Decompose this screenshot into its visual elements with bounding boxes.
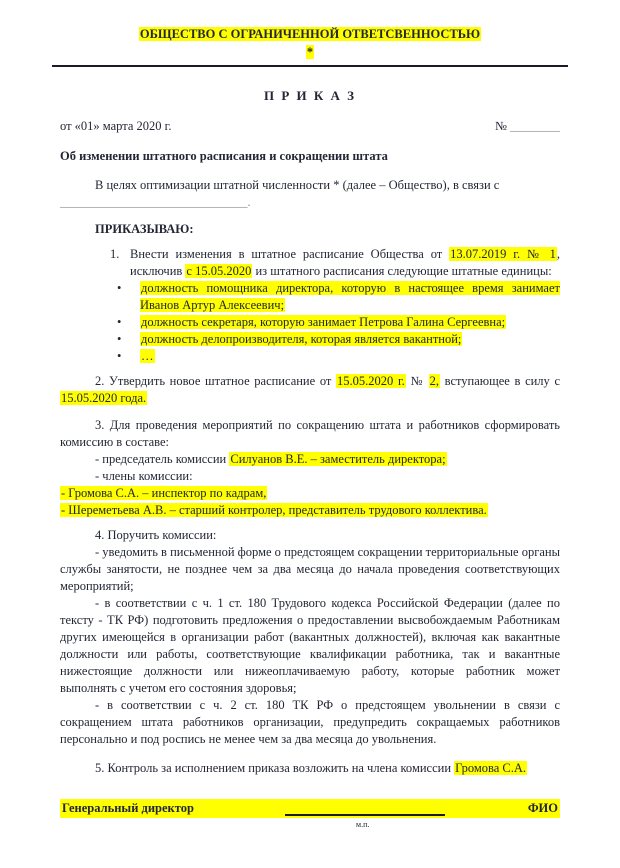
resolve-word: ПРИКАЗЫВАЮ: [95, 222, 194, 236]
order-item-2: 2. Утвердить новое штатное расписание от 15.05.2020 г. № 2, вступающее в силу с 15.05.2020 года. [61, 374, 561, 405]
company-placeholder-line [60, 44, 560, 61]
date-line: от «01» марта 2020 г. [60, 119, 172, 133]
bullet-item-2: • должность секретаря, которую занимает Петрова Галина Сергеевна; [60, 314, 560, 331]
commission-member-2: - Шереметьева А.В. – старший контролер, представитель трудового коллектива. [61, 503, 487, 517]
bullet-item-1: • должность помощника директора, которую в настоящее время занимает Иванов Артур Алексеевич; [60, 280, 560, 314]
item-1-text: Внести изменения в штатное расписание Общества от 13.07.2019 г. № 1, исключив с 15.05.2020 из штатного расписания следующие штатные единицы: [130, 247, 560, 278]
company-name: ОБЩЕСТВО С ОГРАНИЧЕННОЙ ОТВЕТСВЕННОСТЬЮ [139, 27, 481, 41]
company-placeholder-asterisk: * [306, 45, 314, 59]
signature-position-label: Генеральный директор [62, 801, 194, 815]
company-header-line [60, 26, 560, 43]
item-4-sub-2: - в соответствии с ч. 1 ст. 180 Трудового кодекса Российской Федерации (далее по тексту - ТК РФ) подготовить предложения о предоставлении высвобождаемым Работникам других имеющейся в организации работ (вакантных должностей), включая как вакантные должности или работы, соответствующие квалификации работника, так и вакантные нижестоящие должности или нижеоплачиваемую работу, которые работник может выполнять с учетом его состояния здоровья; [60, 596, 560, 695]
intro-blank-line [60, 194, 560, 211]
signature-row [60, 799, 560, 818]
bullet-item-3: • должность делопроизводителя, которая является вакантной; [60, 331, 560, 348]
signature-name-label: ФИО [527, 801, 558, 815]
intro-blank: ______________________________. [60, 195, 251, 209]
subject-line: Об изменении штатного расписания и сокращении штата [60, 149, 388, 163]
header-divider [52, 65, 568, 67]
intro-paragraph: В целях оптимизации штатной численности * (далее – Общество), в связи с [95, 178, 500, 192]
number-label: № [494, 119, 507, 133]
order-item-1 [60, 246, 560, 280]
order-item-3: 3. Для проведения мероприятий по сокращению штата и работников сформировать комиссию в составе: [60, 418, 560, 449]
commission-chair-line: - председатель комиссии Силуанов В.Е. – заместитель директора; [95, 452, 446, 466]
item-4-sub-3: - в соответствии с ч. 2 ст. 180 ТК РФ о предстоящем увольнении в связи с сокращением штата работников организации, предупредить сокращаемых работников персонально и под роспись не менее чем за два месяца до увольнения. [60, 698, 560, 746]
commission-members-label: - члены комиссии: [95, 469, 193, 483]
seal-place-label: м.п. [356, 820, 370, 829]
item-1-marker: 1. [110, 247, 120, 261]
signature-line [285, 814, 445, 816]
order-item-4: 4. Поручить комиссии: [95, 528, 217, 542]
commission-member-1: - Громова С.А. – инспектор по кадрам, [61, 486, 267, 500]
number-blank: ________ [510, 119, 560, 133]
order-item-5: 5. Контроль за исполнением приказа возложить на члена комиссии Громова С.А. [95, 761, 527, 775]
item-4-sub-1: - уведомить в письменной форме о предстоящем сокращении территориальные органы службы занятости, не позднее чем за два месяца до начала проведения соответствующих мероприятий; [60, 545, 560, 593]
number-field [495, 118, 560, 135]
bullet-item-4: • … [60, 348, 560, 365]
document-title: П Р И К А З [263, 88, 357, 103]
meta-row [60, 118, 560, 135]
